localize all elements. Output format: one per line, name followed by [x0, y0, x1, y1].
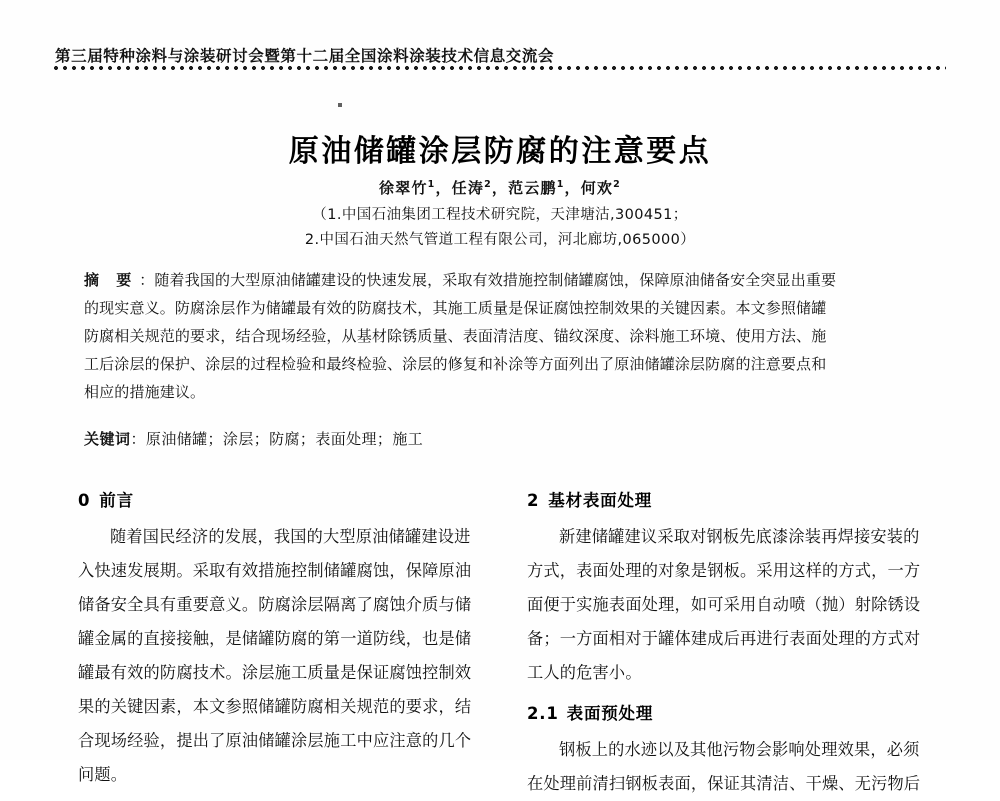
section-title-0: 前言: [99, 491, 134, 510]
abstract-line-5: 相应的措施建议。: [84, 383, 206, 401]
body-column-right: [527, 487, 939, 801]
body-line: 罐金属的直接接触，是储罐防腐的第一道防线，也是储: [78, 629, 472, 648]
keywords-colon: ：: [130, 430, 146, 448]
body-line: 工人的危害小。: [527, 663, 642, 682]
abstract-text-1: 随着我国的大型原油储罐建设的快速发展，采取有效措施控制储罐腐蚀，保障原油储备安全突显出重要: [154, 271, 837, 289]
author-name-3: 范云鹏: [508, 179, 557, 197]
abstract-colon: ：: [139, 271, 155, 289]
paragraph-left-0: [78, 520, 490, 792]
body-column-left: [78, 487, 490, 792]
section-title-2-1: 表面预处理: [566, 704, 654, 723]
section-number-2: 2: [527, 491, 540, 510]
author-affil-marker-2: 2: [484, 179, 492, 190]
section-heading-2-1: [527, 700, 939, 724]
section-heading-0: [78, 487, 490, 511]
abstract-line-2: 的现实意义。防腐涂层作为储罐最有效的防腐技术，其施工质量是保证腐蚀控制效果的关键因素。本文参照储罐: [84, 299, 827, 317]
keywords-line: [84, 428, 423, 449]
body-line: 在处理前清扫钢板表面，保证其清洁、干燥、无污物后: [527, 774, 921, 793]
abstract-line-1: [84, 266, 932, 294]
body-line: 方式，表面处理的对象是钢板。采用这样的方式，一方: [527, 561, 921, 580]
keywords-value: 原油储罐；涂层；防腐；表面处理；施工: [145, 430, 424, 448]
paragraph-right-0: [527, 520, 939, 690]
section-title-2: 基材表面处理: [548, 491, 653, 510]
body-line: 合现场经验，提出了原油储罐涂层施工中应注意的几个: [78, 731, 472, 750]
page-title: 原油储罐涂层防腐的注意要点: [288, 134, 712, 169]
body-line: 新建储罐建议采取对钢板先底漆涂装再焊接安装的: [559, 527, 920, 546]
body-line: 储备安全具有重要意义。防腐涂层隔离了腐蚀介质与储: [78, 595, 472, 614]
paragraph-right-1: [527, 733, 939, 801]
body-line: 罐最有效的防腐技术。涂层施工质量是保证腐蚀控制效: [78, 663, 472, 682]
author-name-2: 任涛: [451, 179, 485, 197]
header-dotted-rule: [54, 66, 946, 71]
affiliation-line-1: （1.中国石油集团工程技术研究院，天津塘沽,300451；: [312, 207, 688, 223]
body-line: 钢板上的水迹以及其他污物会影响处理效果，必须: [559, 740, 920, 759]
affiliation-line-2: 2.中国石油天然气管道工程有限公司，河北廊坊,065000）: [304, 232, 696, 248]
author-affil-marker-3: 1: [556, 179, 565, 190]
author-list: [0, 177, 1000, 198]
author-separator-2: ，: [491, 179, 509, 197]
section-number-0: 0: [78, 491, 91, 510]
author-affil-marker-4: 2: [613, 179, 621, 190]
section-heading-2: [527, 487, 939, 511]
author-name-1: 徐翠竹: [379, 179, 428, 197]
keywords-label: 关键词: [84, 430, 131, 448]
body-line: 面便于实施表面处理，如可采用自动喷（抛）射除锈设: [527, 595, 921, 614]
author-separator-1: ，: [435, 179, 452, 197]
author-affil-marker-1: 1: [427, 179, 436, 190]
abstract-label: 摘 要: [84, 271, 138, 289]
author-separator-3: ，: [564, 179, 581, 197]
body-line: 备；一方面相对于罐体建成后再进行表面处理的方式对: [527, 629, 921, 648]
body-line: 随着国民经济的发展，我国的大型原油储罐建设进: [110, 527, 471, 546]
abstract-line-3: 防腐相关规范的要求，结合现场经验，从基材除锈质量、表面清洁度、锚纹深度、涂料施工环境、使用方法、施: [84, 327, 827, 345]
abstract-block: [84, 266, 932, 406]
body-line: 入快速发展期。采取有效措施控制储罐腐蚀，保障原油: [78, 561, 472, 580]
abstract-line-4: 工后涂层的保护、涂层的过程检验和最终检验、涂层的修复和补涂等方面列出了原油储罐涂层防腐的注意要点和: [84, 355, 827, 373]
body-line: 问题。: [78, 765, 128, 784]
conference-running-header: 第三届特种涂料与涂装研讨会暨第十二届全国涂料涂装技术信息交流会: [55, 47, 555, 65]
body-line: 果的关键因素，本文参照储罐防腐相关规范的要求，结: [78, 697, 472, 716]
author-name-4: 何欢: [580, 179, 614, 197]
section-number-2-1: 2.1: [527, 704, 559, 723]
scan-artifact-speck: [338, 103, 342, 107]
